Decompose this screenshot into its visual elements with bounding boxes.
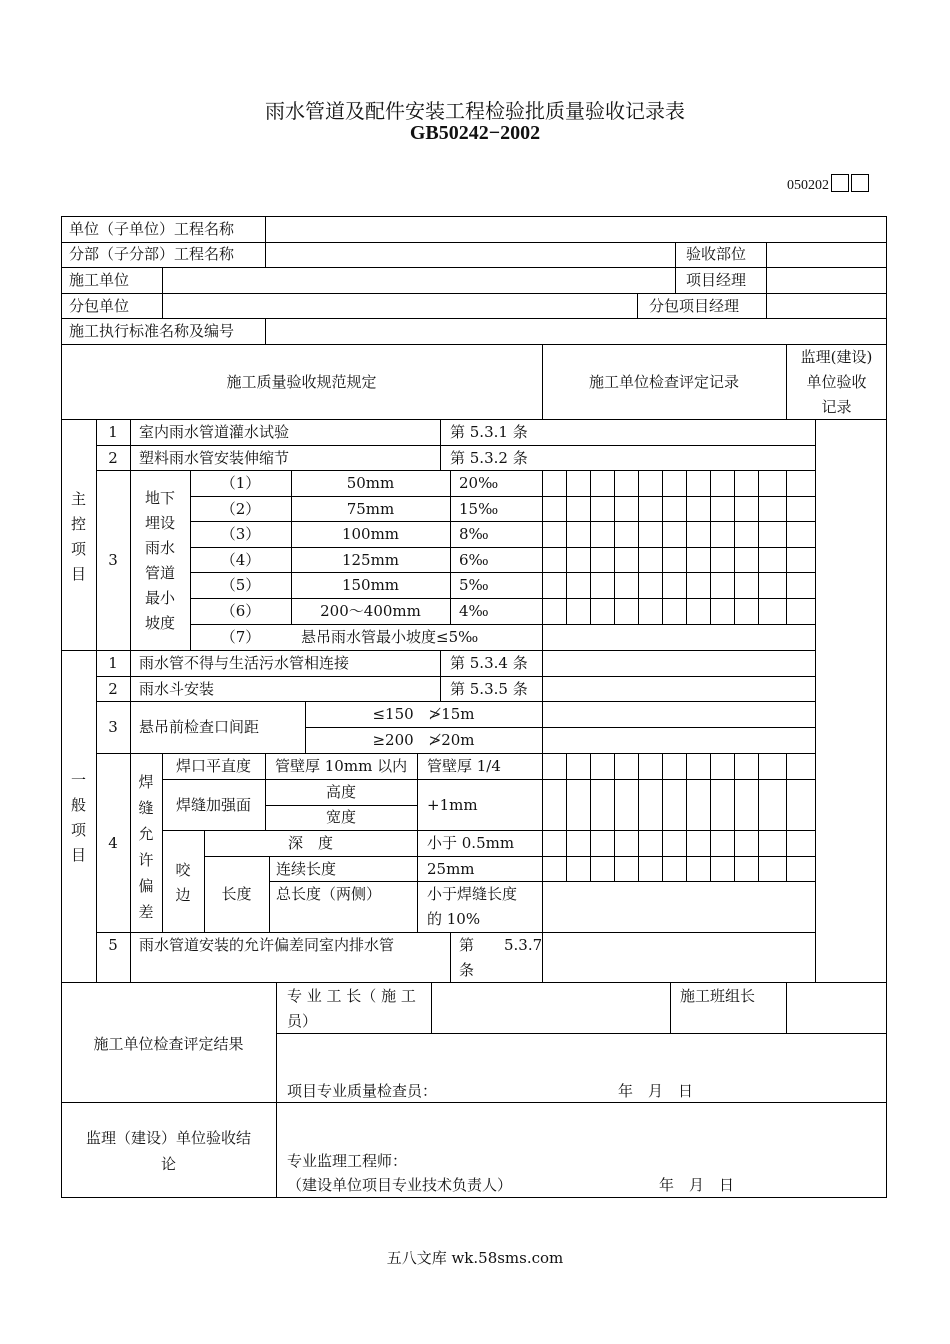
slope-row-value: 8‰	[459, 525, 489, 543]
date-2: 年 月 日	[659, 1176, 735, 1194]
col-head-supervision-1: 监理(建设)	[800, 348, 873, 366]
label-standard-name: 施工执行标准名称及编号	[69, 322, 235, 340]
main-item-ref: 第 5.3.2 条	[450, 449, 528, 467]
page-title: 雨水管道及配件安装工程检验批质量验收记录表	[265, 99, 685, 123]
slope-row-diameter: 100mm	[341, 525, 400, 543]
general-item-text: 雨水管不得与生活污水管相连接	[139, 654, 350, 672]
engineer-label: 专业监理工程师：	[287, 1152, 408, 1170]
main-item-no: 2	[108, 449, 118, 467]
general-label-char: 般	[70, 796, 86, 814]
main-item-ref: 第 5.3.1 条	[450, 423, 528, 441]
date-1: 年 月 日	[618, 1082, 694, 1100]
weld-flatness-cond: 管壁厚 10mm 以内	[275, 757, 408, 775]
slope-row-diameter: 125mm	[341, 551, 400, 569]
label-construction-unit: 施工单位	[69, 271, 130, 289]
main-label-char: 目	[70, 565, 86, 583]
slope-row-index: （2）	[220, 500, 261, 518]
weld-label-char: 缝	[138, 799, 154, 817]
undercut-label-char: 边	[175, 886, 191, 904]
general-item-ref: 第 5.3.5 条	[450, 680, 528, 698]
slope-row-index: （4）	[220, 551, 261, 569]
undercut-cont-len: 连续长度	[276, 860, 337, 878]
label-subcontract-manager: 分包项目经理	[649, 297, 740, 315]
general-item-no: 2	[108, 680, 118, 698]
label-unit-project-name: 单位（子单位）工程名称	[69, 220, 235, 238]
undercut-label-char: 咬	[175, 861, 191, 879]
watermark-text: 五八文库 wk.58sms.com	[386, 1249, 564, 1267]
code-box-1[interactable]	[831, 174, 849, 192]
page-subtitle: GB50242−2002	[409, 122, 541, 144]
weld-width: 宽度	[325, 808, 356, 826]
general-item-no: 4	[108, 834, 118, 852]
general-label-char: 一	[70, 771, 86, 789]
label-acceptance-part: 验收部位	[686, 245, 747, 263]
general-item-no: 3	[108, 718, 118, 736]
label-subcontract-unit: 分包单位	[69, 297, 130, 315]
slope-row-value: 5‰	[459, 576, 489, 594]
general-item-no: 1	[108, 654, 118, 672]
record-table	[61, 216, 887, 1198]
general-item-text: 雨水管道安装的允许偏差同室内排水管	[139, 936, 395, 954]
slope-row-diameter: 50mm	[346, 474, 395, 492]
slope-row-value: 20‰	[459, 474, 499, 492]
slope-row-index: （3）	[220, 525, 261, 543]
main-item-no: 3	[108, 551, 118, 569]
weld-reinforce-val: +1mm	[427, 796, 478, 814]
undercut-total-len: 总长度（两侧）	[276, 885, 382, 903]
main-items-label	[61, 487, 96, 587]
supervision-conclusion-1: 监理（建设）单位验收结	[85, 1129, 251, 1147]
slope-row-diameter: 75mm	[346, 500, 395, 518]
general-label-char: 目	[70, 846, 86, 864]
label-sub-project-name: 分部（子分部）工程名称	[69, 245, 235, 263]
weld-label-char: 允	[138, 825, 154, 843]
undercut-depth-val: 小于 0.5mm	[427, 834, 515, 852]
undercut-label	[162, 858, 204, 908]
slope-label-line: 雨水	[144, 539, 175, 557]
general-item-no: 5	[108, 936, 118, 954]
hanging-pipe-slope: 悬吊雨水管最小坡度≤5‰	[301, 628, 479, 646]
weld-label	[130, 769, 162, 925]
undercut-cont-len-val: 25mm	[427, 860, 475, 878]
slope-label-line: 埋设	[144, 514, 175, 532]
weld-label-char: 偏	[138, 877, 154, 895]
undercut-length: 长度	[221, 885, 252, 903]
eval-result-label: 施工单位检查评定结果	[93, 1035, 244, 1053]
slope-label	[130, 486, 190, 636]
col-head-spec: 施工质量验收规范规定	[226, 373, 377, 391]
general-label-char: 项	[70, 821, 86, 839]
general-item-ref: 第 5.3.4 条	[450, 654, 528, 672]
weld-flatness-val: 管壁厚 1/4	[427, 757, 501, 775]
general-item-text: 悬吊前检查口间距	[139, 718, 260, 736]
slope-label-line: 坡度	[144, 614, 175, 632]
general-items-label	[61, 768, 96, 868]
weld-flatness: 焊口平直度	[175, 757, 251, 775]
inspector-label: 项目专业质量检查员：	[287, 1082, 438, 1100]
slope-label-line: 管道	[144, 564, 175, 582]
foreman-label-1: 专 业 工 长（ 施 工	[287, 987, 416, 1005]
slope-label-line: 地下	[144, 489, 175, 507]
slope-row-index: （5）	[220, 576, 261, 594]
col-head-supervision-3: 记录	[821, 398, 852, 416]
weld-label-char: 焊	[138, 773, 154, 791]
supervision-conclusion-2: 论	[160, 1155, 176, 1173]
weld-label-char: 差	[138, 903, 154, 921]
form-code	[787, 174, 869, 194]
weld-height: 高度	[325, 783, 356, 801]
general-item-ref-1: 第 5.3.7	[459, 936, 543, 954]
slope-row-diameter: 200～400mm	[320, 602, 421, 620]
general-item-ref-2: 条	[459, 961, 475, 979]
slope-row-value: 15‰	[459, 500, 499, 518]
slope-row-value: 6‰	[459, 551, 489, 569]
inspection-spacing-a: ≤150 ≯15m	[372, 705, 475, 723]
foreman-label-2: 员）	[287, 1012, 318, 1030]
inspection-spacing-b: ≥200 ≯20m	[372, 731, 475, 749]
main-label-char: 项	[70, 540, 86, 558]
code-box-2[interactable]	[851, 174, 869, 192]
slope-row-value: 4‰	[459, 602, 489, 620]
team-leader-label: 施工班组长	[680, 987, 756, 1005]
main-item-text: 塑料雨水管安装伸缩节	[139, 449, 290, 467]
slope-row-diameter: 150mm	[341, 576, 400, 594]
col-head-check-record: 施工单位检查评定记录	[588, 373, 739, 391]
undercut-total-len-val-1: 小于焊缝长度	[427, 885, 518, 903]
undercut-depth: 深 度	[287, 834, 333, 852]
label-project-manager: 项目经理	[686, 271, 747, 289]
owner-rep-label: （建设单位项目专业技术负责人）	[287, 1176, 513, 1194]
slope-label-line: 最小	[144, 589, 175, 607]
general-item-text: 雨水斗安装	[139, 680, 215, 698]
weld-label-char: 许	[138, 851, 154, 869]
form-code-number: 050202	[787, 178, 829, 193]
weld-reinforce: 焊缝加强面	[175, 796, 251, 814]
main-label-char: 控	[70, 515, 86, 533]
slope-row-index: （6）	[220, 602, 261, 620]
slope-row-index: （1）	[220, 474, 261, 492]
col-head-supervision-2: 单位验收	[806, 373, 867, 391]
main-item-text: 室内雨水管道灌水试验	[139, 423, 290, 441]
main-item-no: 1	[108, 423, 118, 441]
undercut-total-len-val-2: 的 10%	[427, 910, 481, 928]
slope-row-index: （7）	[220, 628, 261, 646]
main-label-char: 主	[70, 490, 86, 508]
